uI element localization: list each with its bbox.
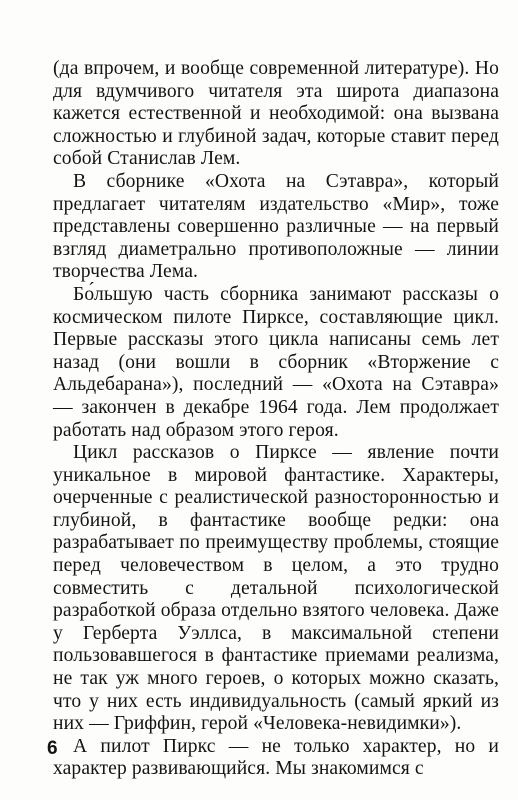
body-text <box>53 58 499 781</box>
paragraph-4: Цикл рассказов о Пирксе — явление почти уникальное в мировой фантастике. Характеры, очерченные с реалистической разносторонностью и глубиной, в фантастике вообще редки: она разрабатывает по преимуществу проблемы, стоящие перед человечеством в целом, а это трудно совместить с детальной психологической разработкой образа отдельно взятого человека. Даже у Герберта Уэллса, в максимальной степени пользовавшегося в фантастике приемами реализма, не так уж много героев, о которых можно сказать, что у них есть индивидуальность (самый яркий из них — Гриффин, герой «Человека-невидимки»). <box>53 442 499 735</box>
paragraph-3: Бо́льшую часть сборника занимают рассказы о космическом пилоте Пирксе, составляющие цикл. Первые рассказы этого цикла написаны семь лет назад (они вошли в сборник «Вторжение с Альдебарана»), последний — «Охота на Сэтавра» — закончен в декабре 1964 года. Лем продолжает работать над образом этого героя. <box>53 283 499 441</box>
page-number: 6 <box>47 738 58 759</box>
paragraph-1: (да впрочем, и вообще современной литературе). Но для вдумчивого читателя эта широта диапазона кажется естественной и необходимой: она вызвана сложностью и глубиной задач, которые ставит перед собой Станислав Лем. <box>53 58 499 170</box>
paragraph-2: В сборнике «Охота на Сэтавра», который предлагает читателям издательство «Мир», тоже представлены совершенно различные — на первый взгляд диаметрально противоположные — линии творчества Лема. <box>53 170 499 283</box>
paragraph-5: А пилот Пиркс — не только характер, но и характер развивающийся. Мы знакомимся с <box>53 735 499 780</box>
